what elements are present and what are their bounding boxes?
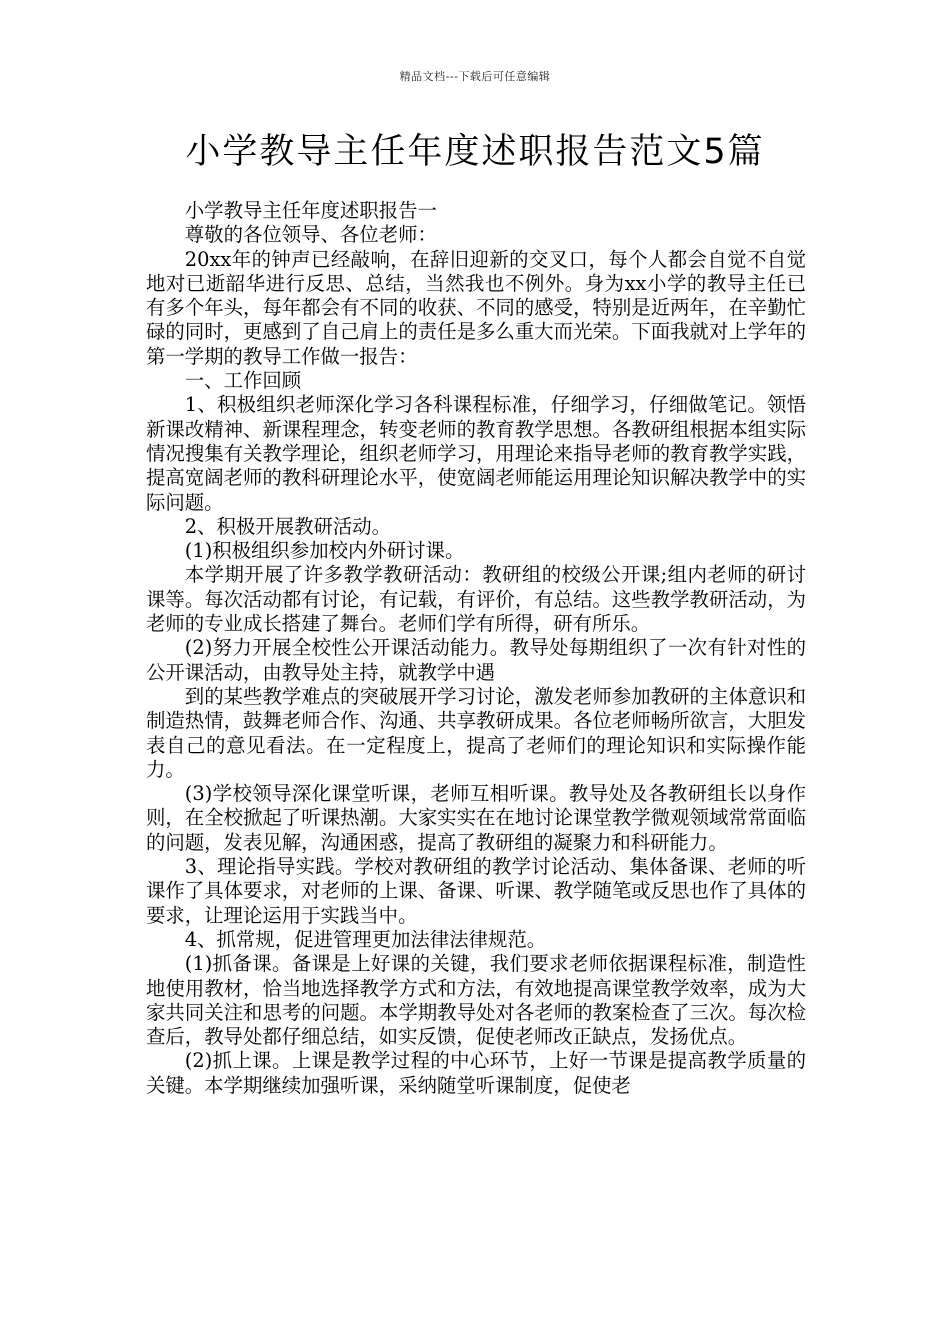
section-heading: 一、工作回顾	[184, 369, 302, 393]
paragraph: 1、积极组织老师深化学习各科课程标准，仔细学习，仔细做笔记。领悟新课改精神、新课程理念，转变老师的教育教学思想。各教研组根据本组实际情况搜集有关教学理论，组织老师学习，用理论来指导老师的教育教学实践，提高宽阔老师的教科研理论水平，使宽阔老师能运用理论知识解决教学中的实际问题。	[146, 393, 806, 514]
paragraph: 本学期开展了许多教学教研活动：教研组的校级公开课;组内老师的研讨课等。每次活动都有讨论，有记载，有评价，有总结。这些教学教研活动，为老师的专业成长搭建了舞台。老师们学有所得，研有所乐。	[146, 563, 806, 636]
paragraph: 2、积极开展教研活动。	[184, 514, 392, 538]
paragraph: (3)学校领导深化课堂听课，老师互相听课。教导处及各教研组长以身作则，在全校掀起了听课热潮。大家实实在在地讨论课堂教学微观领域常常面临的问题，发表见解，沟通困惑，提高了教研组的凝聚力和科研能力。	[146, 782, 806, 854]
paragraph: 小学教导主任年度述职报告一	[184, 199, 437, 222]
paragraph: (1)抓备课。备课是上好课的关键，我们要求老师依据课程标准，制造性地使用教材，恰当地选择教学方式和方法，有效地提高课堂教学效率，成为大家共同关注和思考的问题。本学期教导处对各老师的教案检查了三次。每次检查后，教导处都仔细总结，如实反馈，促使老师改正缺点，发扬优点。	[146, 952, 806, 1049]
paragraph: 3、理论指导实践。学校对教研组的教学讨论活动、集体备课、老师的听课作了具体要求，对老师的上课、备课、听课、教学随笔或反思也作了具体的要求，让理论运用于实践当中。	[146, 855, 806, 927]
header-note: 精品文档---下载后可任意编辑	[399, 70, 551, 83]
paragraph: 到的某些教学难点的突破展开学习讨论，激发老师参加教研的主体意识和制造热情，鼓舞老师合作、沟通、共享教研成果。各位老师畅所欲言，大胆发表自己的意见看法。在一定程度上，提高了老师们的理论知识和实际操作能力。	[146, 684, 806, 781]
document-title: 小学教导主任年度述职报告范文5篇	[185, 132, 765, 172]
paragraph: 20xx年的钟声已经敲响，在辞旧迎新的交叉口，每个人都会自觉不自觉地对已逝韶华进行反思、总结，当然我也不例外。身为xx小学的教导主任已有多个年头，每年都会有不同的收获、不同的感受，特别是近两年，在辛勤忙碌的同时，更感到了自己肩上的责任是多么重大而光荣。下面我就对上学年的第一学期的教导工作做一报告：	[146, 247, 806, 368]
paragraph: 4、抓常规，促进管理更加法律法律规范。	[184, 927, 547, 951]
paragraph: 尊敬的各位领导、各位老师：	[184, 223, 437, 247]
paragraph: (1)积极组织参加校内外研讨课。	[184, 539, 465, 563]
document-body	[146, 199, 806, 1098]
paragraph: (2)努力开展全校性公开课活动能力。教导处每期组织了一次有针对性的公开课活动，由教导处主持，就教学中遇	[146, 636, 806, 684]
paragraph: (2)抓上课。上课是教学过程的中心环节，上好一节课是提高教学质量的关键。本学期继续加强听课，采纳随堂听课制度，促使老	[146, 1049, 806, 1097]
